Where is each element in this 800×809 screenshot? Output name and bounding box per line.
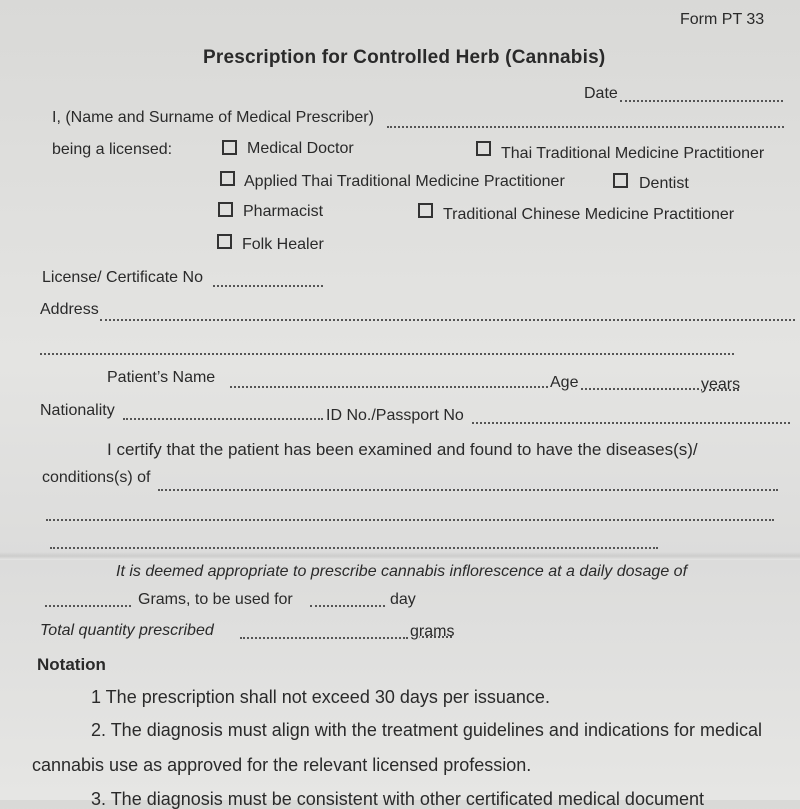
grams-unit-label: grams	[410, 623, 455, 640]
certify-text: I certify that the patient has been examined and found to have the diseases(s)/	[107, 440, 698, 459]
notation-item-3-partial: 3. The diagnosis must be consistent with other certificated medical document	[91, 789, 704, 809]
prescriber-name-field[interactable]	[387, 126, 784, 128]
medical-doctor-label: Medical Doctor	[247, 140, 354, 157]
applied-thai-label: Applied Thai Traditional Medicine Practitioner	[244, 173, 565, 190]
dosage-statement: It is deemed appropriate to prescribe cannabis inflorescence at a daily dosage of	[116, 563, 688, 580]
total-quantity-label: Total quantity prescribed	[40, 622, 214, 639]
pharmacist-checkbox[interactable]	[218, 202, 233, 217]
paper-fold-shadow	[0, 552, 800, 560]
age-label: Age	[550, 374, 579, 391]
thai-traditional-label: Thai Traditional Medicine Practitioner	[501, 145, 765, 162]
total-quantity-field[interactable]	[240, 637, 408, 639]
notation-heading: Notation	[37, 655, 106, 674]
notation-item-2-line-1: 2. The diagnosis must align with the treatment guidelines and indications for medical	[91, 720, 763, 740]
conditions-label: conditions(s) of	[42, 469, 151, 486]
address-label: Address	[40, 301, 99, 318]
conditions-field-line-1[interactable]	[158, 489, 778, 491]
notation-item-1: 1 The prescription shall not exceed 30 days per issuance.	[91, 687, 550, 707]
license-label: License/ Certificate No	[42, 269, 203, 286]
notation-item-2-line-2: cannabis use as approved for the relevant licensed profession.	[32, 755, 532, 775]
applied-thai-checkbox[interactable]	[220, 171, 235, 186]
id-field[interactable]	[472, 422, 790, 424]
address-field-line-1[interactable]	[100, 319, 795, 321]
form-number: Form PT 33	[680, 11, 765, 28]
address-field-line-2[interactable]	[40, 353, 734, 355]
conditions-field-line-2[interactable]	[46, 519, 774, 521]
folk-healer-checkbox[interactable]	[217, 234, 232, 249]
nationality-label: Nationality	[40, 402, 115, 419]
pharmacist-label: Pharmacist	[243, 203, 324, 220]
chinese-medicine-label: Traditional Chinese Medicine Practitioner	[443, 206, 735, 223]
patient-name-field[interactable]	[230, 386, 548, 388]
license-field[interactable]	[213, 285, 323, 287]
days-field[interactable]	[310, 605, 385, 607]
grams-used-for-text: Grams, to be used for	[138, 591, 293, 608]
thai-traditional-checkbox[interactable]	[476, 141, 491, 156]
conditions-field-line-3[interactable]	[50, 547, 658, 549]
prescriber-name-label: I, (Name and Surname of Medical Prescriber)	[52, 109, 374, 126]
date-field[interactable]	[620, 100, 783, 102]
dentist-checkbox[interactable]	[613, 173, 628, 188]
age-field[interactable]	[581, 388, 699, 390]
chinese-medicine-checkbox[interactable]	[418, 203, 433, 218]
years-label: years	[701, 376, 741, 393]
daily-grams-field[interactable]	[45, 605, 131, 607]
form-title: Prescription for Controlled Herb (Cannabis)	[203, 47, 606, 68]
licensed-label: being a licensed:	[52, 141, 173, 158]
folk-healer-label: Folk Healer	[242, 236, 324, 253]
id-label: ID No./Passport No	[326, 407, 464, 424]
date-label: Date	[584, 85, 618, 102]
day-label: day	[390, 591, 416, 608]
nationality-field[interactable]	[123, 418, 323, 420]
patient-name-label: Patient’s Name	[107, 369, 216, 386]
medical-doctor-checkbox[interactable]	[222, 140, 237, 155]
dentist-label: Dentist	[639, 175, 689, 192]
